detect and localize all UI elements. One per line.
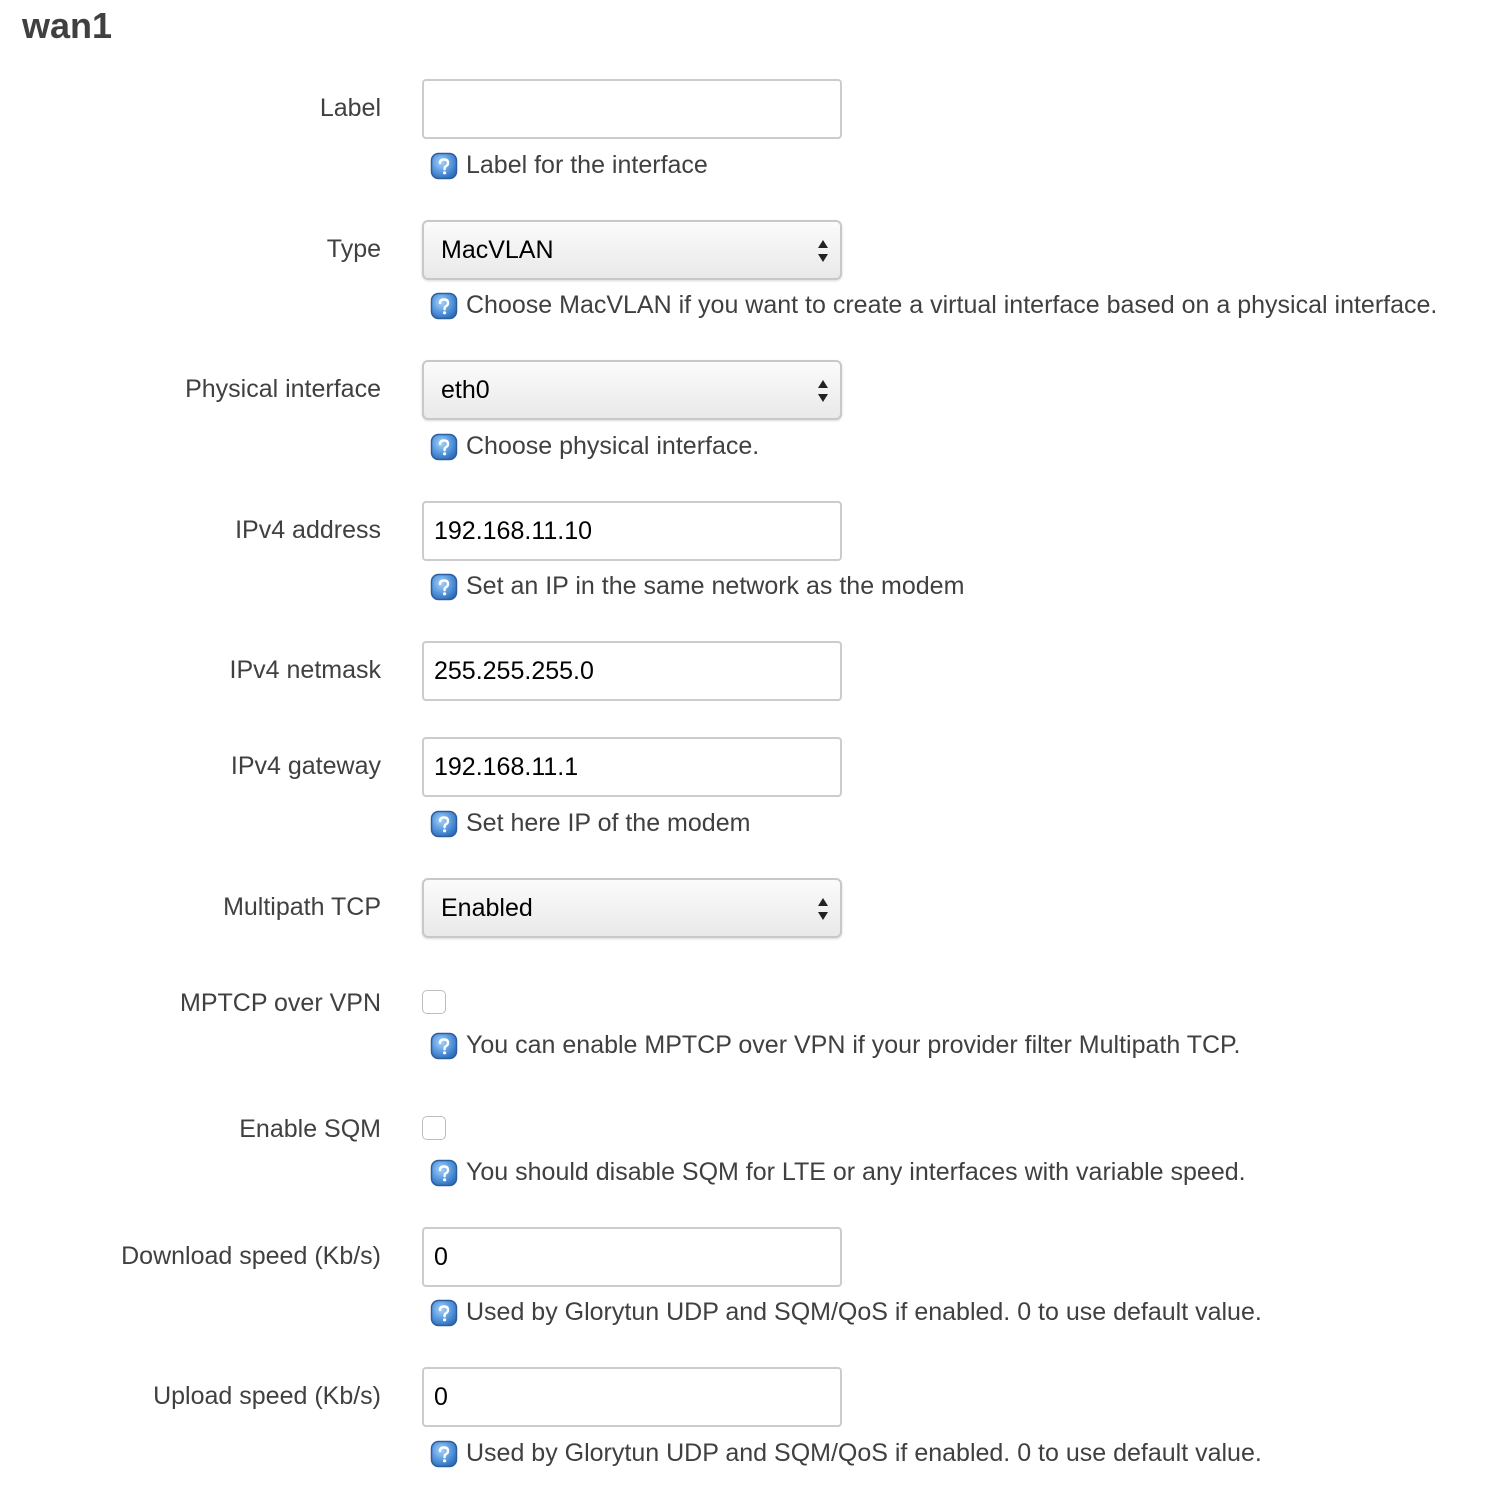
download-speed-label: Download speed (Kb/s) xyxy=(121,1242,381,1270)
ipv4-netmask-label: IPv4 netmask xyxy=(229,656,381,684)
type-help-text: Choose MacVLAN if you want to create a virtual interface based on a physical interface. xyxy=(466,291,1438,319)
ipv4-gateway-label: IPv4 gateway xyxy=(230,752,381,780)
mptcp-over-vpn-help-text: You can enable MPTCP over VPN if your provider filter Multipath TCP. xyxy=(466,1031,1241,1059)
up-down-arrows-icon xyxy=(816,237,830,265)
mptcp-over-vpn-checkbox[interactable] xyxy=(422,990,446,1014)
up-down-arrows-icon xyxy=(816,895,830,923)
ipv4-netmask-input[interactable] xyxy=(422,641,842,701)
field-label-label: Label xyxy=(319,94,381,122)
physical-interface-select-value: eth0 xyxy=(441,376,490,404)
section-title: wan1 xyxy=(22,5,113,46)
help-question-icon xyxy=(430,1159,458,1187)
help-question-icon xyxy=(430,573,458,601)
help-question-icon xyxy=(430,810,458,838)
help-question-icon xyxy=(430,1440,458,1468)
upload-speed-help-text: Used by Glorytun UDP and SQM/QoS if enabled. 0 to use default value. xyxy=(466,1439,1262,1467)
type-select-value: MacVLAN xyxy=(441,236,554,264)
physical-interface-label: Physical interface xyxy=(185,375,381,403)
help-question-icon xyxy=(430,292,458,320)
enable-sqm-checkbox[interactable] xyxy=(422,1116,446,1140)
multipath-tcp-label: Multipath TCP xyxy=(223,893,381,921)
enable-sqm-help-text: You should disable SQM for LTE or any interfaces with variable speed. xyxy=(466,1158,1246,1186)
help-question-icon xyxy=(430,1032,458,1060)
label-help-text: Label for the interface xyxy=(466,151,708,179)
help-question-icon xyxy=(430,433,458,461)
upload-speed-label: Upload speed (Kb/s) xyxy=(153,1382,381,1410)
type-select[interactable] xyxy=(422,220,842,280)
type-label: Type xyxy=(326,235,381,263)
help-question-icon xyxy=(430,1299,458,1327)
label-input[interactable] xyxy=(422,79,842,139)
multipath-tcp-select[interactable] xyxy=(422,878,842,938)
physical-interface-select[interactable] xyxy=(422,360,842,420)
help-question-icon xyxy=(430,152,458,180)
download-speed-help-text: Used by Glorytun UDP and SQM/QoS if enabled. 0 to use default value. xyxy=(466,1298,1262,1326)
ipv4-address-help-text: Set an IP in the same network as the modem xyxy=(466,572,965,600)
mptcp-over-vpn-label: MPTCP over VPN xyxy=(180,989,381,1017)
download-speed-input[interactable] xyxy=(422,1227,842,1287)
ipv4-address-input[interactable] xyxy=(422,501,842,561)
ipv4-gateway-help-text: Set here IP of the modem xyxy=(466,809,751,837)
enable-sqm-label: Enable SQM xyxy=(239,1115,381,1143)
multipath-tcp-select-value: Enabled xyxy=(441,894,533,922)
physical-interface-help-text: Choose physical interface. xyxy=(466,432,760,460)
ipv4-address-label: IPv4 address xyxy=(235,516,381,544)
upload-speed-input[interactable] xyxy=(422,1367,842,1427)
ipv4-gateway-input[interactable] xyxy=(422,737,842,797)
up-down-arrows-icon xyxy=(816,377,830,405)
